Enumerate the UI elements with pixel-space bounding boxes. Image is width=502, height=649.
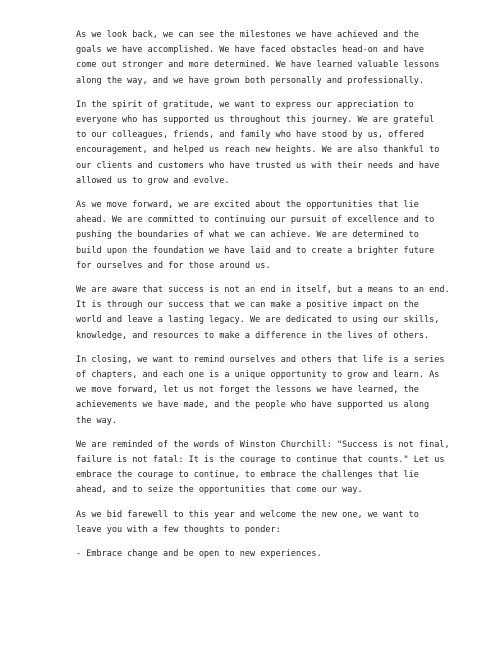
text-line: In closing, we want to remind ourselves and others that life is a series (76, 354, 445, 365)
text-line: As we bid farewell to this year and welcome the new one, we want to (76, 509, 419, 520)
paragraph-moving-forward (76, 198, 440, 274)
text-line: We are reminded of the words of Winston Churchill: "Success is not final, (76, 439, 450, 450)
text-line: we move forward, let us not forget the lessons we have learned, the (76, 385, 419, 396)
text-line: embrace the courage to continue, to embrace the challenges that lie (76, 470, 419, 481)
text-line: build upon the foundation we have laid and to create a brighter future (76, 245, 435, 256)
text-line: leave you with a few thoughts to ponder: (76, 524, 281, 535)
paragraph-churchill-quote (76, 438, 450, 499)
text-line: pushing the boundaries of what we can achieve. We are determined to (76, 230, 419, 241)
text-line: ahead. We are committed to continuing our pursuit of excellence and to (76, 215, 435, 226)
text-line: allowed us to grow and evolve. (76, 175, 230, 186)
text-line: our clients and customers who have trusted us with their needs and have (76, 160, 440, 171)
text-line: As we look back, we can see the milestones we have achieved and the (76, 30, 419, 40)
list-item-embrace-change (76, 547, 440, 562)
text-line: the way. (76, 415, 117, 426)
paragraph-gratitude (76, 98, 440, 189)
paragraph-milestones (76, 28, 440, 89)
text-line: come out stronger and more determined. We have learned valuable lessons (76, 60, 440, 71)
paragraph-farewell (76, 508, 440, 538)
text-line: We are aware that success is not an end in itself, but a means to an end. (76, 285, 450, 296)
text-line: along the way, and we have grown both personally and professionally. (76, 75, 424, 86)
paragraph-success (76, 283, 450, 344)
text-line: failure is not fatal: It is the courage to continue that counts." Let us (76, 455, 445, 466)
document-page (76, 28, 450, 571)
text-line: It is through our success that we can make a positive impact on the (76, 300, 419, 311)
text-line: - Embrace change and be open to new experiences. (76, 549, 322, 560)
paragraph-closing (76, 353, 445, 429)
text-line: achievements we have made, and the people who have supported us along (76, 400, 430, 411)
text-line: goals we have accomplished. We have faced obstacles head-on and have (76, 45, 424, 56)
text-line: As we move forward, we are excited about the opportunities that lie (76, 200, 419, 211)
text-line: to our colleagues, friends, and family who have stood by us, offered (76, 130, 424, 141)
text-line: everyone who has supported us throughout this journey. We are grateful (76, 115, 435, 126)
text-line: In the spirit of gratitude, we want to express our appreciation to (76, 99, 414, 110)
text-line: knowledge, and resources to make a difference in the lives of others. (76, 330, 430, 341)
text-line: world and leave a lasting legacy. We are dedicated to using our skills, (76, 315, 440, 326)
text-line: ahead, and to seize the opportunities that come our way. (76, 485, 363, 496)
text-line: for ourselves and for those around us. (76, 260, 271, 271)
text-line: encouragement, and helped us reach new heights. We are also thankful to (76, 145, 440, 156)
text-line: of chapters, and each one is a unique opportunity to grow and learn. As (76, 370, 440, 381)
